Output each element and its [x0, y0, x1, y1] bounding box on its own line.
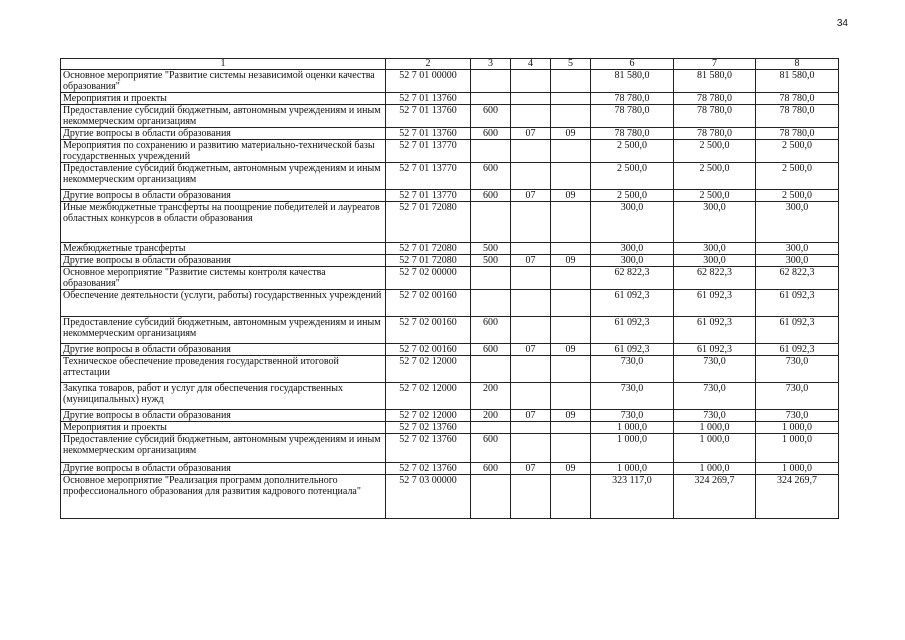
- row-c5: [551, 290, 591, 317]
- row-code: 52 7 01 13760: [386, 105, 471, 128]
- row-value-6: 62 822,3: [591, 267, 674, 290]
- row-c3: [471, 356, 511, 383]
- row-c5: 09: [551, 463, 591, 475]
- column-header-3: 3: [471, 59, 511, 70]
- row-c3: [471, 290, 511, 317]
- row-value-6: 300,0: [591, 202, 674, 243]
- row-code: 52 7 01 13770: [386, 140, 471, 163]
- row-c5: [551, 267, 591, 290]
- row-name: Основное мероприятие "Развитие системы контроля качества образования": [61, 267, 386, 290]
- table-row: [61, 70, 839, 93]
- row-code: 52 7 02 12000: [386, 383, 471, 410]
- row-value-8: 62 822,3: [756, 267, 839, 290]
- table-row: [61, 383, 839, 410]
- row-c4: [511, 475, 551, 519]
- row-code: 52 7 01 72080: [386, 202, 471, 243]
- row-c4: [511, 356, 551, 383]
- row-name: Техническое обеспечение проведения государственной итоговой аттестации: [61, 356, 386, 383]
- row-value-6: 61 092,3: [591, 317, 674, 344]
- row-name: Основное мероприятие "Реализация программ дополнительного профессионального образования для развития кадрового потенциала": [61, 475, 386, 519]
- row-value-7: 81 580,0: [674, 70, 756, 93]
- row-c5: 09: [551, 344, 591, 356]
- row-c4: [511, 267, 551, 290]
- row-c4: [511, 290, 551, 317]
- row-c3: 600: [471, 190, 511, 202]
- row-c4: [511, 163, 551, 190]
- column-header-8: 8: [756, 59, 839, 70]
- row-value-8: 61 092,3: [756, 290, 839, 317]
- row-name: Предоставление субсидий бюджетным, автономным учреждениям и иным некоммерческим организациям: [61, 105, 386, 128]
- row-code: 52 7 02 13760: [386, 463, 471, 475]
- row-value-7: 2 500,0: [674, 140, 756, 163]
- row-value-6: 1 000,0: [591, 434, 674, 463]
- row-value-7: 78 780,0: [674, 93, 756, 105]
- row-value-8: 1 000,0: [756, 422, 839, 434]
- table-row: [61, 93, 839, 105]
- table-row: [61, 434, 839, 463]
- row-name: Иные межбюджетные трансферты на поощрение победителей и лауреатов областных конкурсов в области образования: [61, 202, 386, 243]
- row-value-8: 2 500,0: [756, 190, 839, 202]
- row-code: 52 7 02 12000: [386, 356, 471, 383]
- row-value-8: 61 092,3: [756, 317, 839, 344]
- row-value-7: 300,0: [674, 255, 756, 267]
- row-c3: 600: [471, 434, 511, 463]
- row-code: 52 7 02 13760: [386, 422, 471, 434]
- row-name: Основное мероприятие "Развитие системы независимой оценки качества образования": [61, 70, 386, 93]
- table-row: [61, 190, 839, 202]
- table-row: [61, 463, 839, 475]
- row-c3: 500: [471, 243, 511, 255]
- row-value-6: 730,0: [591, 410, 674, 422]
- column-header-6: 6: [591, 59, 674, 70]
- row-c4: 07: [511, 344, 551, 356]
- row-name: Другие вопросы в области образования: [61, 255, 386, 267]
- row-c5: [551, 105, 591, 128]
- row-c5: [551, 475, 591, 519]
- row-c5: [551, 93, 591, 105]
- table-row: [61, 163, 839, 190]
- row-code: 52 7 01 72080: [386, 243, 471, 255]
- row-c4: [511, 202, 551, 243]
- row-c4: [511, 140, 551, 163]
- row-name: Другие вопросы в области образования: [61, 190, 386, 202]
- row-value-8: 1 000,0: [756, 463, 839, 475]
- column-header-1: 1: [61, 59, 386, 70]
- row-c5: [551, 383, 591, 410]
- row-value-7: 300,0: [674, 202, 756, 243]
- row-value-7: 62 822,3: [674, 267, 756, 290]
- header-row: [61, 59, 839, 70]
- row-c5: [551, 422, 591, 434]
- row-name: Предоставление субсидий бюджетным, автономным учреждениям и иным некоммерческим организациям: [61, 434, 386, 463]
- row-value-8: 730,0: [756, 410, 839, 422]
- row-value-7: 1 000,0: [674, 422, 756, 434]
- row-c5: 09: [551, 128, 591, 140]
- row-c3: 600: [471, 128, 511, 140]
- row-c3: 600: [471, 163, 511, 190]
- row-c4: 07: [511, 255, 551, 267]
- column-header-4: 4: [511, 59, 551, 70]
- row-value-8: 78 780,0: [756, 105, 839, 128]
- row-c5: [551, 317, 591, 344]
- row-name: Другие вопросы в области образования: [61, 463, 386, 475]
- row-value-6: 61 092,3: [591, 290, 674, 317]
- row-value-7: 1 000,0: [674, 463, 756, 475]
- row-c3: 600: [471, 344, 511, 356]
- row-c3: 200: [471, 410, 511, 422]
- row-c3: [471, 140, 511, 163]
- row-c3: [471, 267, 511, 290]
- row-value-7: 78 780,0: [674, 128, 756, 140]
- row-value-8: 300,0: [756, 202, 839, 243]
- row-value-6: 61 092,3: [591, 344, 674, 356]
- row-code: 52 7 01 13770: [386, 163, 471, 190]
- row-code: 52 7 02 13760: [386, 434, 471, 463]
- row-c3: 600: [471, 463, 511, 475]
- row-code: 52 7 02 00160: [386, 290, 471, 317]
- row-c4: [511, 383, 551, 410]
- row-code: 52 7 01 72080: [386, 255, 471, 267]
- row-value-7: 730,0: [674, 410, 756, 422]
- row-value-6: 2 500,0: [591, 163, 674, 190]
- row-value-8: 78 780,0: [756, 93, 839, 105]
- row-c3: 600: [471, 317, 511, 344]
- table-row: [61, 105, 839, 128]
- row-value-7: 2 500,0: [674, 190, 756, 202]
- row-value-8: 2 500,0: [756, 163, 839, 190]
- row-c3: 200: [471, 383, 511, 410]
- row-c3: 500: [471, 255, 511, 267]
- row-c5: 09: [551, 410, 591, 422]
- column-header-7: 7: [674, 59, 756, 70]
- row-value-6: 78 780,0: [591, 93, 674, 105]
- row-name: Другие вопросы в области образования: [61, 344, 386, 356]
- row-value-6: 1 000,0: [591, 422, 674, 434]
- row-c5: 09: [551, 255, 591, 267]
- row-code: 52 7 01 13760: [386, 93, 471, 105]
- row-c5: [551, 243, 591, 255]
- row-name: Предоставление субсидий бюджетным, автономным учреждениям и иным некоммерческим организациям: [61, 317, 386, 344]
- table-row: [61, 475, 839, 519]
- row-c3: [471, 202, 511, 243]
- table-row: [61, 255, 839, 267]
- table-row: [61, 410, 839, 422]
- row-value-6: 323 117,0: [591, 475, 674, 519]
- row-code: 52 7 01 13760: [386, 128, 471, 140]
- table-row: [61, 202, 839, 243]
- row-code: 52 7 02 12000: [386, 410, 471, 422]
- row-c4: 07: [511, 410, 551, 422]
- row-value-8: 78 780,0: [756, 128, 839, 140]
- row-value-8: 61 092,3: [756, 344, 839, 356]
- row-value-6: 730,0: [591, 383, 674, 410]
- row-value-6: 81 580,0: [591, 70, 674, 93]
- row-c5: 09: [551, 190, 591, 202]
- row-code: 52 7 01 00000: [386, 70, 471, 93]
- row-value-8: 81 580,0: [756, 70, 839, 93]
- column-header-2: 2: [386, 59, 471, 70]
- row-c4: 07: [511, 463, 551, 475]
- table-row: [61, 140, 839, 163]
- row-value-7: 730,0: [674, 356, 756, 383]
- column-header-5: 5: [551, 59, 591, 70]
- table-row: [61, 290, 839, 317]
- row-name: Другие вопросы в области образования: [61, 410, 386, 422]
- row-c3: 600: [471, 105, 511, 128]
- row-value-8: 730,0: [756, 356, 839, 383]
- row-c3: [471, 475, 511, 519]
- row-value-7: 78 780,0: [674, 105, 756, 128]
- row-value-6: 1 000,0: [591, 463, 674, 475]
- row-value-8: 300,0: [756, 243, 839, 255]
- budget-table: [60, 58, 839, 519]
- row-c4: [511, 93, 551, 105]
- row-c4: 07: [511, 190, 551, 202]
- row-value-8: 1 000,0: [756, 434, 839, 463]
- row-name: Мероприятия и проекты: [61, 422, 386, 434]
- row-c4: [511, 422, 551, 434]
- row-name: Мероприятия по сохранению и развитию материально-технической базы государственных учреждений: [61, 140, 386, 163]
- table-row: [61, 422, 839, 434]
- row-value-7: 61 092,3: [674, 317, 756, 344]
- row-c3: [471, 93, 511, 105]
- row-value-7: 1 000,0: [674, 434, 756, 463]
- row-c5: [551, 356, 591, 383]
- row-value-6: 78 780,0: [591, 128, 674, 140]
- row-value-8: 730,0: [756, 383, 839, 410]
- row-c5: [551, 434, 591, 463]
- row-code: 52 7 02 00000: [386, 267, 471, 290]
- table-row: [61, 317, 839, 344]
- row-name: Межбюджетные трансферты: [61, 243, 386, 255]
- row-code: 52 7 02 00160: [386, 317, 471, 344]
- row-c4: [511, 243, 551, 255]
- row-value-7: 61 092,3: [674, 290, 756, 317]
- row-c4: [511, 105, 551, 128]
- row-value-7: 2 500,0: [674, 163, 756, 190]
- row-value-8: 300,0: [756, 255, 839, 267]
- table-row: [61, 267, 839, 290]
- row-code: 52 7 03 00000: [386, 475, 471, 519]
- row-name: Закупка товаров, работ и услуг для обеспечения государственных (муниципальных) нужд: [61, 383, 386, 410]
- table-row: [61, 243, 839, 255]
- table-row: [61, 128, 839, 140]
- row-value-6: 2 500,0: [591, 140, 674, 163]
- row-c3: [471, 422, 511, 434]
- row-value-6: 300,0: [591, 255, 674, 267]
- row-name: Предоставление субсидий бюджетным, автономным учреждениям и иным некоммерческим организациям: [61, 163, 386, 190]
- row-value-6: 300,0: [591, 243, 674, 255]
- row-value-6: 730,0: [591, 356, 674, 383]
- row-c4: [511, 434, 551, 463]
- row-c5: [551, 70, 591, 93]
- row-value-6: 2 500,0: [591, 190, 674, 202]
- row-c5: [551, 202, 591, 243]
- row-value-6: 78 780,0: [591, 105, 674, 128]
- row-value-7: 730,0: [674, 383, 756, 410]
- row-value-7: 324 269,7: [674, 475, 756, 519]
- row-name: Другие вопросы в области образования: [61, 128, 386, 140]
- row-code: 52 7 01 13770: [386, 190, 471, 202]
- row-c5: [551, 163, 591, 190]
- table-row: [61, 344, 839, 356]
- row-c4: [511, 317, 551, 344]
- row-c4: 07: [511, 128, 551, 140]
- row-c3: [471, 70, 511, 93]
- row-name: Обеспечение деятельности (услуги, работы) государственных учреждений: [61, 290, 386, 317]
- row-c5: [551, 140, 591, 163]
- row-code: 52 7 02 00160: [386, 344, 471, 356]
- row-value-7: 300,0: [674, 243, 756, 255]
- row-value-8: 324 269,7: [756, 475, 839, 519]
- row-value-7: 61 092,3: [674, 344, 756, 356]
- table-row: [61, 356, 839, 383]
- row-name: Мероприятия и проекты: [61, 93, 386, 105]
- row-c4: [511, 70, 551, 93]
- row-value-8: 2 500,0: [756, 140, 839, 163]
- page-number: 34: [836, 18, 848, 29]
